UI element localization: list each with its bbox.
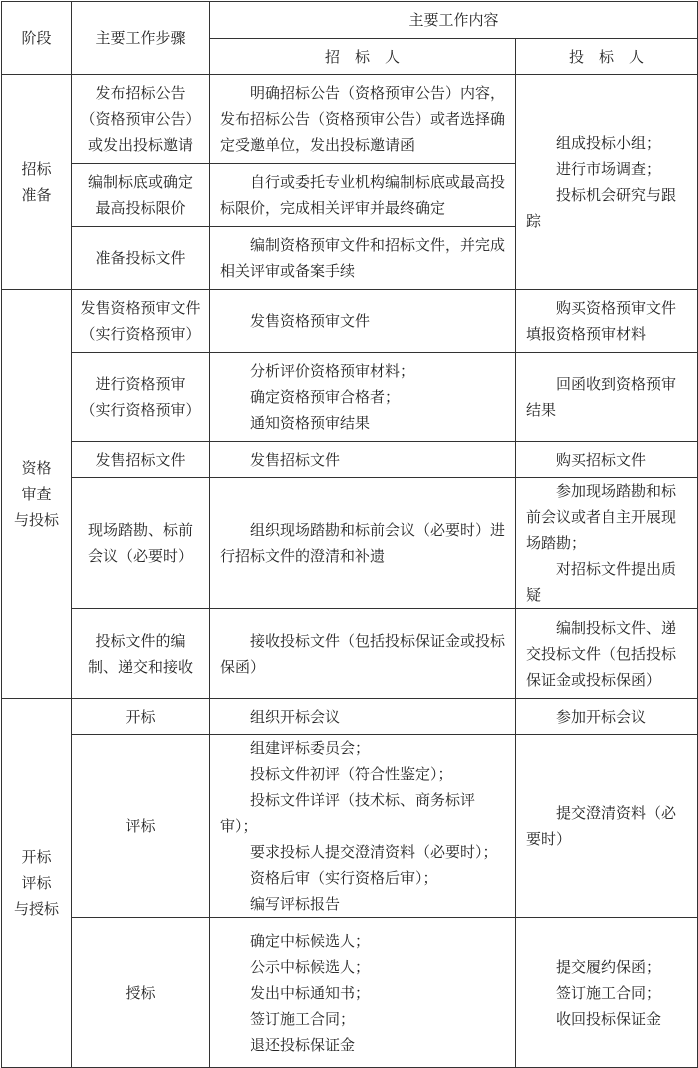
bidder-cell: 提交履约保函； 签订施工合同； 收回投标保证金 xyxy=(516,918,698,1068)
tenderer-cell: 明确招标公告（资格预审公告）内容，发布招标公告（资格预审公告）或者选择确定受邀单位，发出投标邀请函 xyxy=(210,75,516,164)
stage-cell: 开标 评标 与授标 xyxy=(2,699,72,1068)
tenderer-cell: 分析评价资格预审材料； 确定资格预审合格者； 通知资格预审结果 xyxy=(210,353,516,442)
header-steps: 主要工作步骤 xyxy=(72,2,210,75)
step-cell: 授标 xyxy=(72,918,210,1068)
bidder-cell: 参加现场踏勘和标前会议或者自主开展现场踏勘； 对招标文件提出质疑 xyxy=(516,478,698,609)
header-tenderer: 招 标 人 xyxy=(210,39,516,75)
header-stage: 阶段 xyxy=(2,2,72,75)
tenderer-cell: 发售资格预审文件 xyxy=(210,290,516,353)
bidder-cell: 购买招标文件 xyxy=(516,442,698,478)
step-cell: 准备投标文件 xyxy=(72,227,210,290)
header-bidder: 投 标 人 xyxy=(516,39,698,75)
step-cell: 发售招标文件 xyxy=(72,442,210,478)
tenderer-cell: 组织开标会议 xyxy=(210,699,516,735)
bidder-cell: 购买资格预审文件填报资格预审材料 xyxy=(516,290,698,353)
tenderer-cell: 确定中标候选人； 公示中标候选人； 发出中标通知书； 签订施工合同； 退还投标保证金 xyxy=(210,918,516,1068)
step-cell: 编制标底或确定 最高投标限价 xyxy=(72,164,210,227)
tenderer-cell: 组织现场踏勘和标前会议（必要时）进行招标文件的澄清和补遗 xyxy=(210,478,516,609)
step-cell: 评标 xyxy=(72,735,210,918)
header-content: 主要工作内容 xyxy=(210,2,698,39)
tenderer-cell: 编制资格预审文件和招标文件，并完成相关评审或备案手续 xyxy=(210,227,516,290)
bidder-cell: 参加开标会议 xyxy=(516,699,698,735)
bidder-cell: 回函收到资格预审结果 xyxy=(516,353,698,442)
step-cell: 发售资格预审文件 （实行资格预审） xyxy=(72,290,210,353)
bidding-process-table xyxy=(1,1,698,1068)
tenderer-cell: 组建评标委员会； 投标文件初评（符合性鉴定）； 投标文件详评（技术标、商务标评审）； 要求投标人提交澄清资料（必要时）； 资格后审（实行资格后审）； 编写评标报告 xyxy=(210,735,516,918)
bidder-cell: 编制投标文件、递交投标文件（包括投标保证金或投标保函） xyxy=(516,609,698,699)
tenderer-cell: 自行或委托专业机构编制标底或最高投标限价，完成相关评审并最终确定 xyxy=(210,164,516,227)
step-cell: 发布招标公告 （资格预审公告） 或发出投标邀请 xyxy=(72,75,210,164)
step-cell: 投标文件的编 制、递交和接收 xyxy=(72,609,210,699)
bidder-cell: 组成投标小组； 进行市场调查； 投标机会研究与跟踪 xyxy=(516,75,698,290)
stage-cell: 资格 审查 与投标 xyxy=(2,290,72,699)
tenderer-cell: 接收投标文件（包括投标保证金或投标保函） xyxy=(210,609,516,699)
stage-cell: 招标 准备 xyxy=(2,75,72,290)
tenderer-cell: 发售招标文件 xyxy=(210,442,516,478)
step-cell: 现场踏勘、标前 会议（必要时） xyxy=(72,478,210,609)
step-cell: 进行资格预审 （实行资格预审） xyxy=(72,353,210,442)
bidder-cell: 提交澄清资料（必要时） xyxy=(516,735,698,918)
step-cell: 开标 xyxy=(72,699,210,735)
